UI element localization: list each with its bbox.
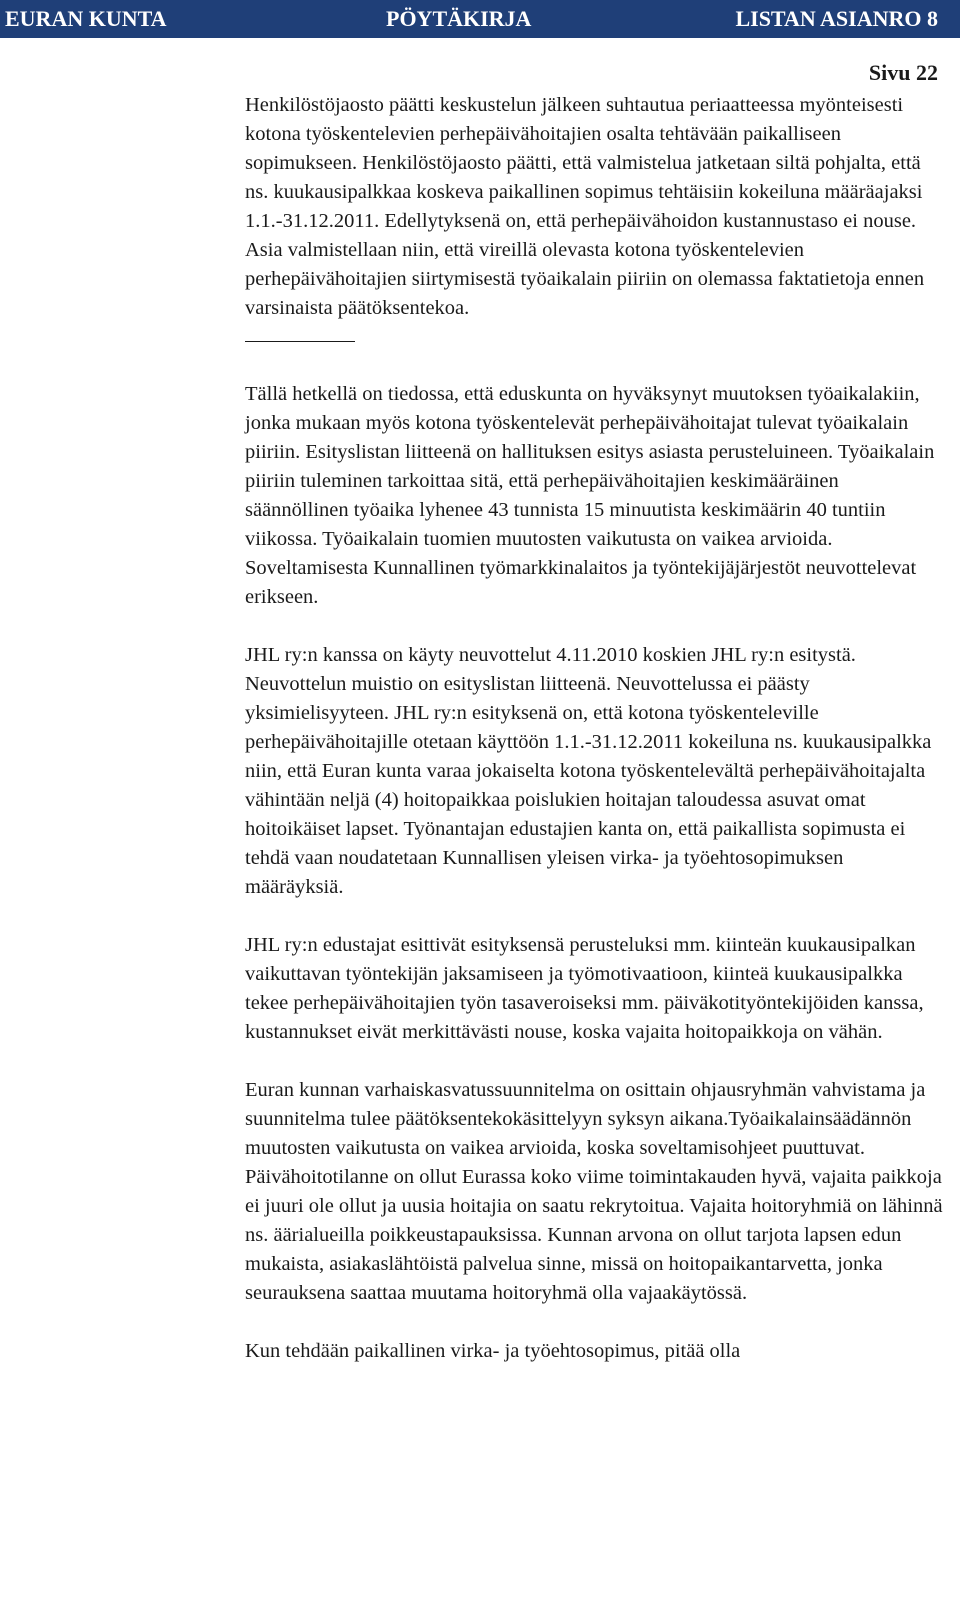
paragraph-6: Kun tehdään paikallinen virka- ja työehtosopimus, pitää olla (245, 1340, 741, 1362)
document-header (0, 0, 960, 38)
separator-line (245, 341, 355, 342)
paragraph-3: JHL ry:n kanssa on käyty neuvottelut 4.11.2010 koskien JHL ry:n esitystä. Neuvottelun muistio on esityslistan liitteenä. Neuvottelussa ei päästy yksimielisyyteen. JHL ry:n esityksenä on, että kotona työskenteleville perhepäivähoitajille otetaan käyttöön 1.1.-31.12.2011 kokeiluna ns. kuukausipalkka niin, että Euran kunta varaa jokaiselta kotona työskentelevältä perhepäivähoitajalta vähintään neljä (4) hoitopaikkaa poislukien hoitajan taloudessa asuvat omat hoitoikäiset lapset. Työnantajan edustajien kanta on, että paikallista sopimusta ei tehdä vaan noudatetaan Kunnallisen yleisen virka- ja työehtosopimuksen määräyksiä. (245, 644, 932, 898)
paragraph-4: JHL ry:n edustajat esittivät esityksensä perusteluksi mm. kiinteän kuukausipalkan vaikuttavan työntekijän jaksamiseen ja työmotivaatioon, kiinteä kuukausipalkka tekee perhepäivähoitajien työn tasaveroiseksi mm. päiväkotityöntekijöiden kanssa, kustannukset eivät merkittävästi nouse, koska vajaita hoitopaikkoja on vähän. (245, 934, 924, 1043)
agenda-item-number: LISTAN ASIANRO 8 (735, 6, 938, 31)
document-body (245, 91, 945, 1366)
paragraph-1: Henkilöstöjaosto päätti keskustelun jälkeen suhtautua periaatteessa myönteisesti kotona työskentelevien perhepäivähoitajien osalta tehtävään paikalliseen sopimukseen. Henkilöstöjaosto päätti, että valmistelua jatketaan siltä pohjalta, että ns. kuukausipalkkaa koskeva paikallinen sopimus tehtäisiin kokeiluna määräajaksi 1.1.-31.12.2011. Edellytyksenä on, että perhepäivähoidon kustannustaso ei nouse. Asia valmistellaan niin, että vireillä olevasta kotona työskentelevien perhepäivähoitajien siirtymisestä työaikalain piiriin on olemassa faktatietoja ennen varsinaista päätöksentekoa. (245, 94, 925, 319)
document-type: PÖYTÄKIRJA (386, 6, 532, 31)
municipality-name: EURAN KUNTA (5, 6, 167, 31)
paragraph-2: Tällä hetkellä on tiedossa, että eduskunta on hyväksynyt muutoksen työaikalakiin, jonka mukaan myös kotona työskentelevät perhepäivähoitajat tulevat työaikalain piiriin. Esityslistan liitteenä on hallituksen esitys asiasta perusteluineen. Työaikalain piiriin tuleminen tarkoittaa sitä, että perhepäivähoitajien keskimääräinen säännöllinen työaika lyhenee 43 tunnista 15 minuutista keskimäärin 40 tuntiin viikossa. Työaikalain tuomien muutosten vaikutusta on vaikea arvioida. Soveltamisesta Kunnallinen työmarkkinalaitos ja työntekijäjärjestöt neuvottelevat erikseen. (245, 383, 935, 608)
paragraph-5: Euran kunnan varhaiskasvatussuunnitelma on osittain ohjausryhmän vahvistama ja suunnitelma tulee päätöksentekokäsittelyyn syksyn aikana.Työaikalainsäädännön muutosten vaikutusta on vaikea arvioida, koska soveltamisohjeet puuttuvat. Päivähoitotilanne on ollut Eurassa koko viime toimintakauden hyvä, vajaita paikkoja ei juuri ole ollut ja uusia hoitajia on saatu rekrytoitua. Vajaita hoitoryhmiä on lähinnä ns. äärialueilla poikkeustapauksissa. Kunnan arvona on ollut tarjota lapsen edun mukaista, asiakaslähtöistä palvelua sinne, missä on hoitopaikantarvetta, jonka seurauksena saattaa muutama hoitoryhmä olla vajaakäytössä. (245, 1079, 943, 1304)
page-number: Sivu 22 (868, 60, 938, 85)
